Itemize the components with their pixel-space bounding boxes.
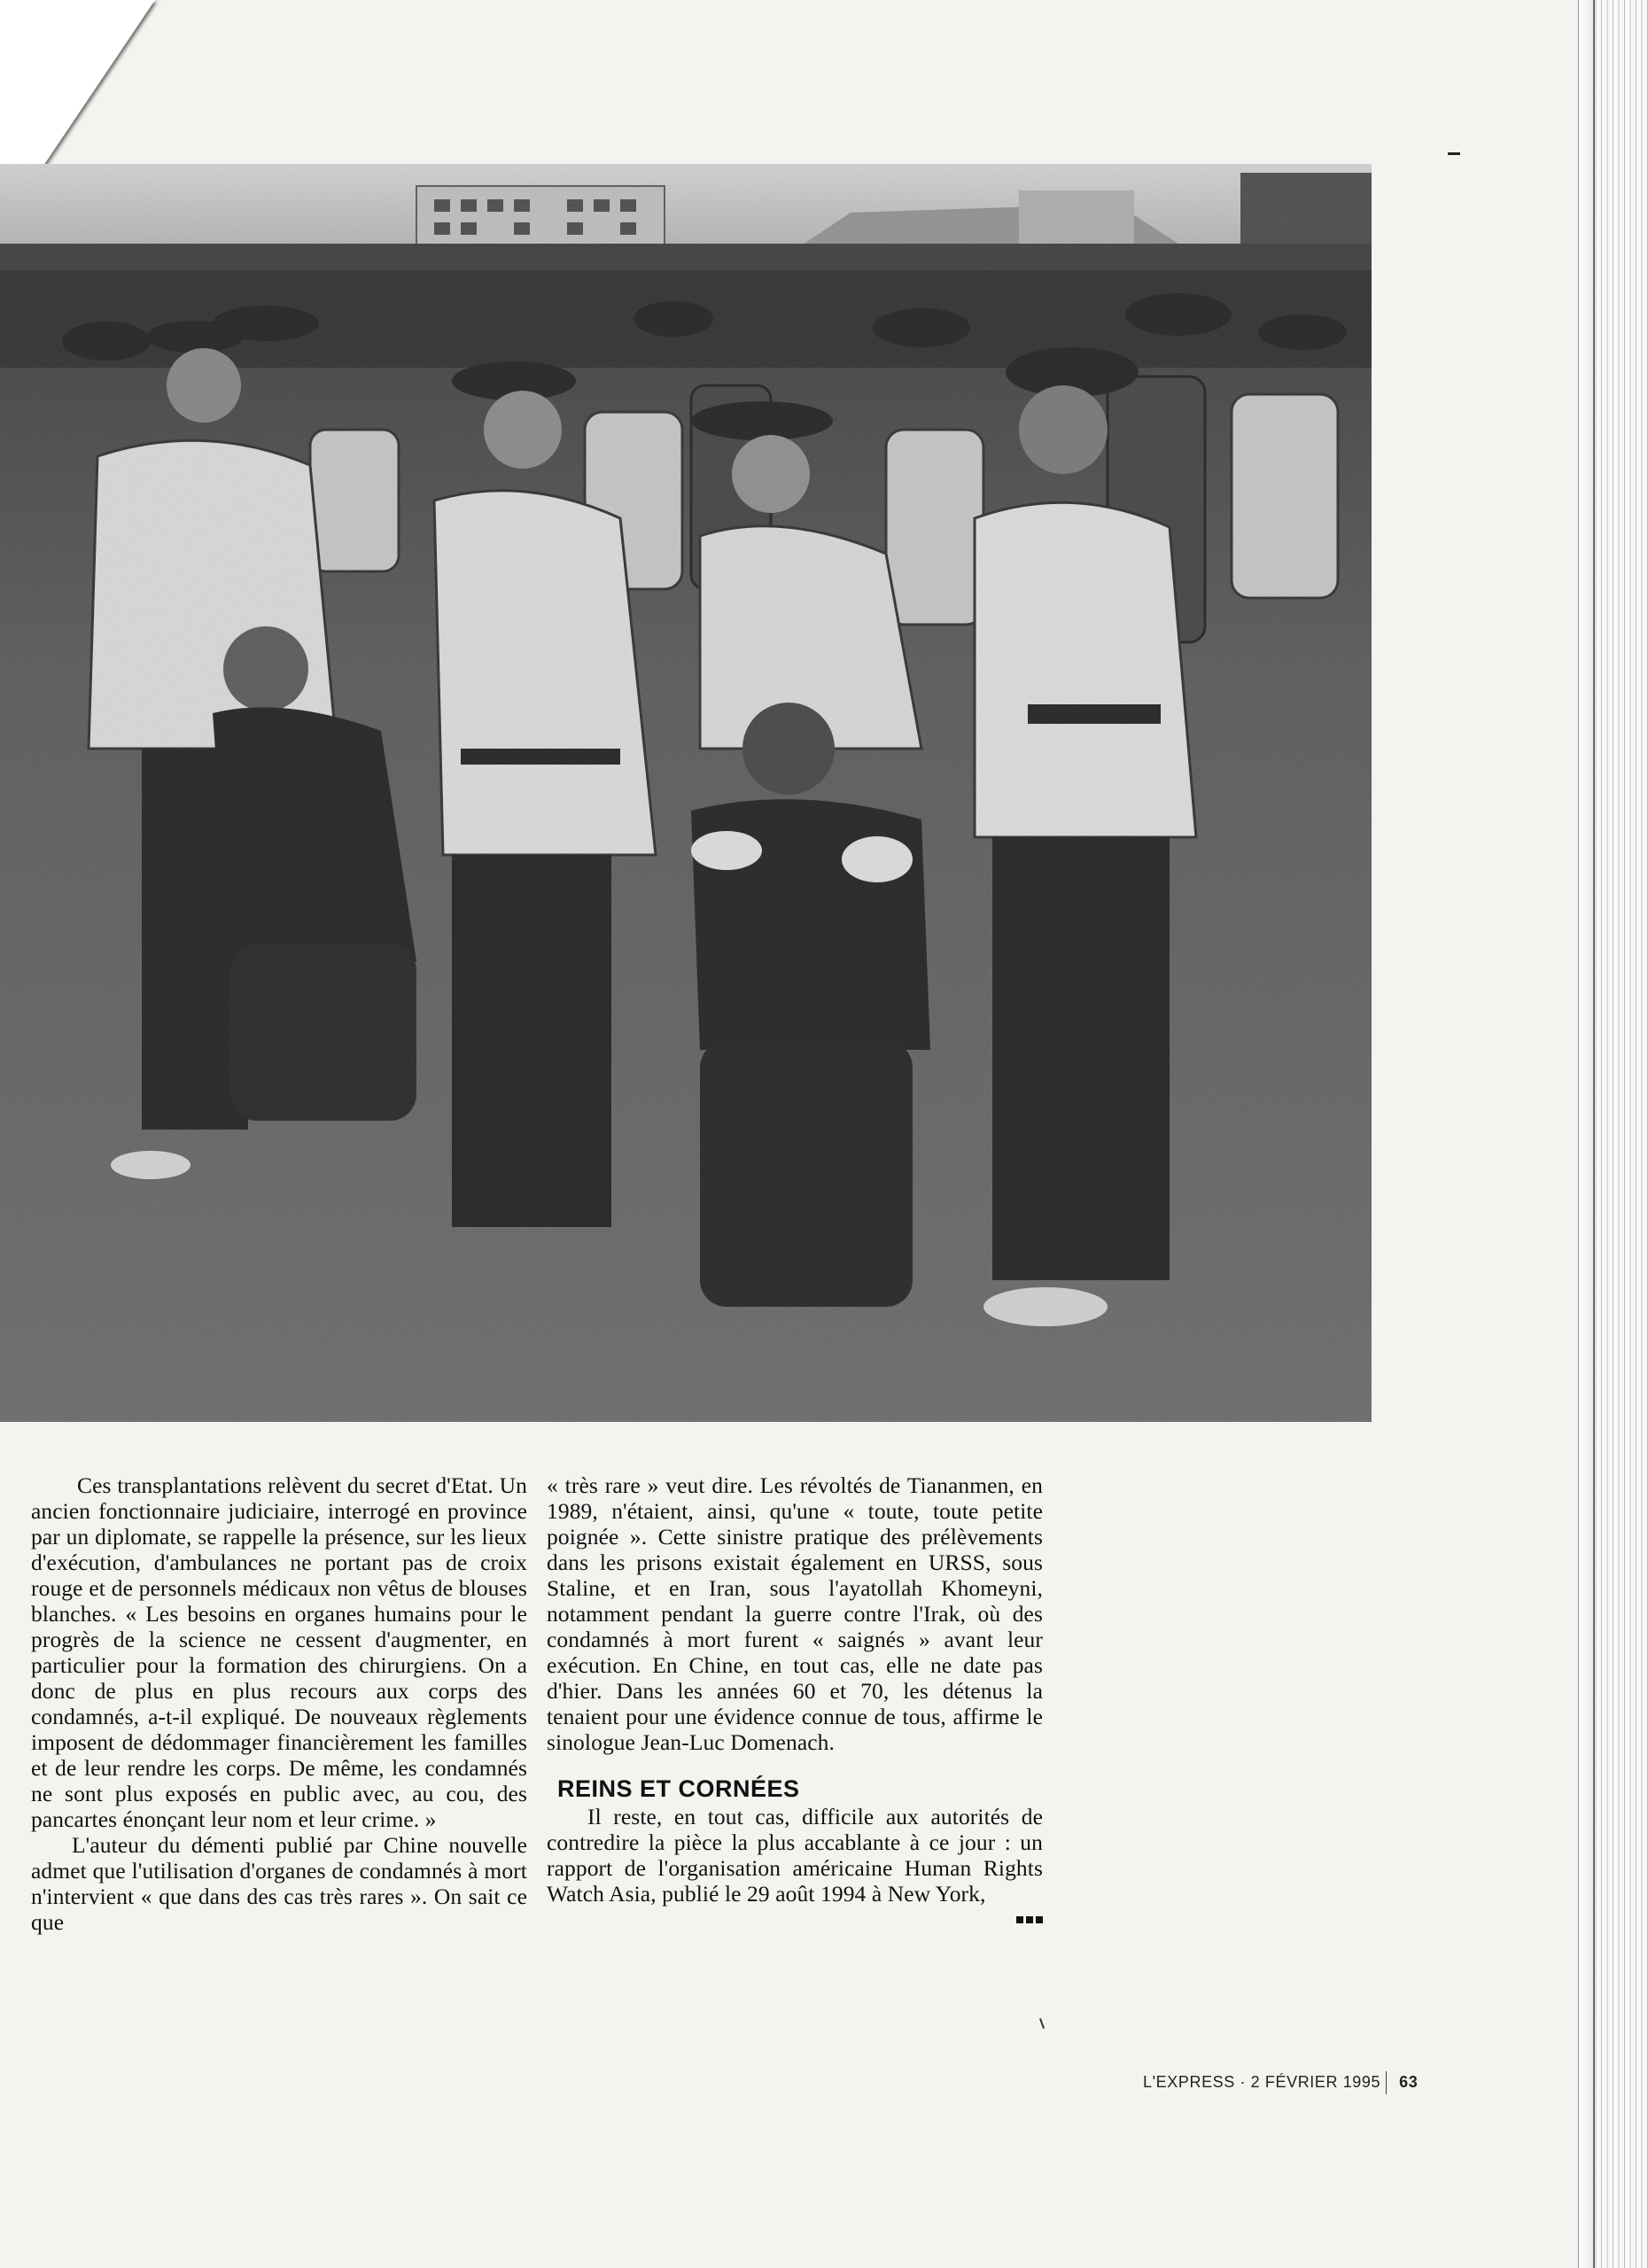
publication-date: L'EXPRESS · 2 FÉVRIER 1995 <box>1143 2072 1381 2091</box>
right-text-column <box>547 1472 1043 1929</box>
scan-mark <box>1448 152 1460 155</box>
left-paragraph-2: L'auteur du démenti publié par Chine nouvelle admet que l'utilisation d'organes de condamnés à mort n'intervient « que dans des cas très rares ». On sait ce que <box>31 1832 527 1935</box>
execution-photograph <box>0 164 1372 1422</box>
stacked-page-edges <box>1593 0 1648 2268</box>
footer-divider <box>1386 2071 1387 2094</box>
subheading: REINS ET CORNÉES <box>557 1775 800 1802</box>
end-of-article-marker <box>547 1903 1043 1929</box>
right-paragraph-1: « très rare » veut dire. Les révoltés de Tiananmen, en 1989, n'étaient, ainsi, qu'une « toute, toute petite poignée ». Cette sinistre pratique des prélèvements dans les prisons existait également en URSS, sous Staline, et en Iran, sous l'ayatollah Khomeyni, notamment pendant la guerre contre l'Irak, où des condamnés à mort furent « saignés » avant leur exécution. En Chine, en tout cas, elle ne date pas d'hier. Dans les années 60 et 70, les détenus la tenaient pour une évidence connue de tous, affirme le sinologue Jean-Luc Domenach. <box>547 1472 1043 1755</box>
page-footer <box>1143 2071 1418 2094</box>
scan-tick <box>1039 2018 1045 2029</box>
right-paragraph-2: Il reste, en tout cas, difficile aux autorités de contredire la pièce la plus accablante à ce jour : un rapport de l'organisation américaine Human Rights Watch Asia, publié le 29 août 1994 à New York, <box>547 1804 1043 1907</box>
left-paragraph-1: Ces transplantations relèvent du secret d'Etat. Un ancien fonctionnaire judiciaire, interrogé en province par un diplomate, se rappelle la présence, sur les lieux d'exécution, d'ambulances ne portant pas de croix rouge et de personnels médicaux non vêtus de blouses blanches. « Les besoins en organes humains pour le progrès de la science ne cessent d'augmenter, en particulier pour la formation des chirurgiens. On a donc de plus en plus recours aux corps des condamnés, a-t-il expliqué. De nouveaux règlements imposent de dédommager financièrement les familles et de leur rendre les corps. De même, les condamnés ne sont plus exposés en public avec, au cou, des pancartes énonçant leur nom et leur crime. » <box>31 1472 527 1832</box>
page-number: 63 <box>1399 2072 1419 2091</box>
left-text-column <box>31 1472 527 1935</box>
